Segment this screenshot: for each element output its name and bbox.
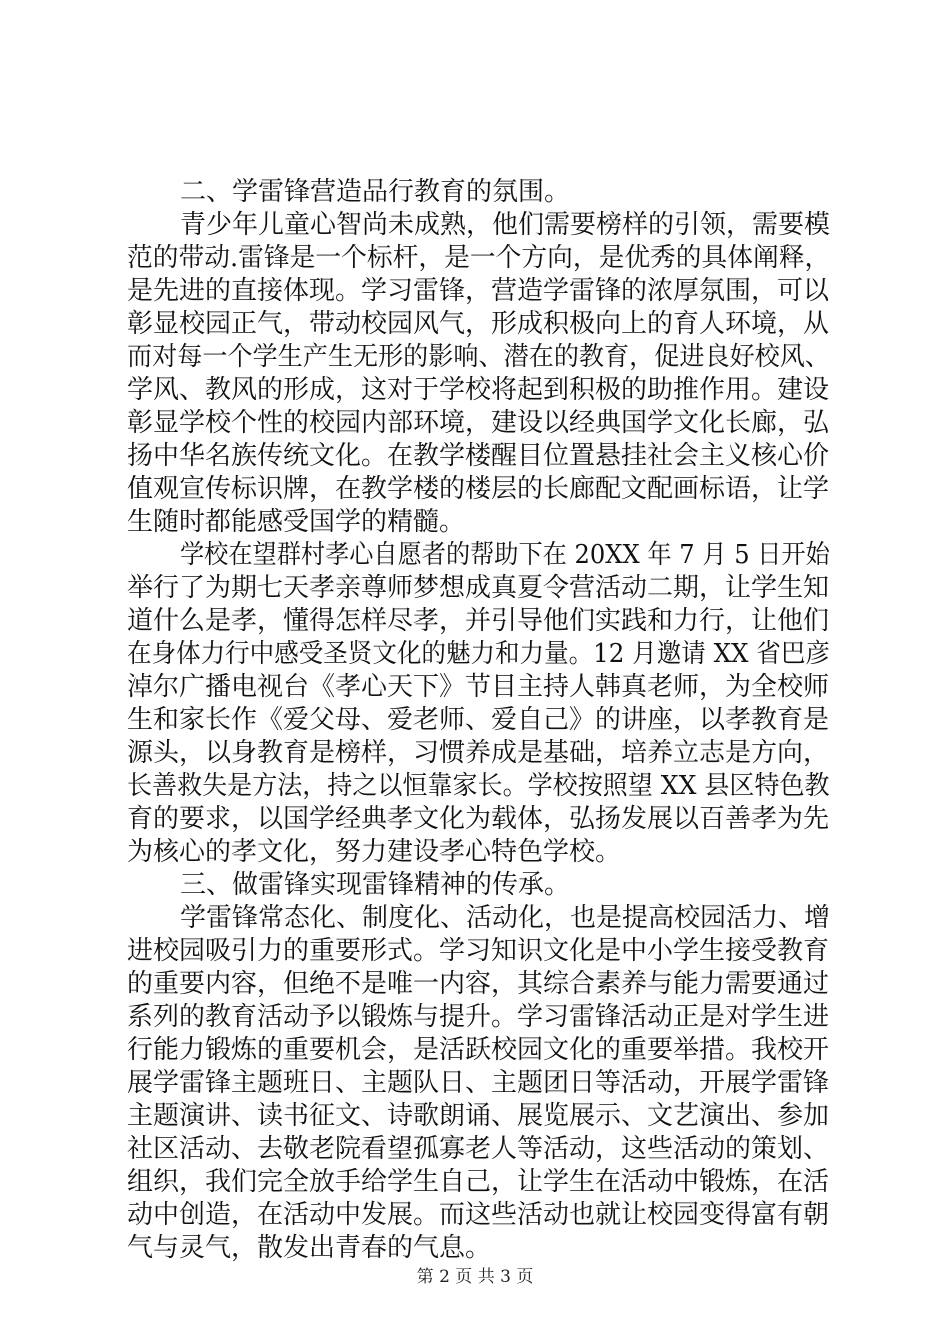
paragraph-line: 组织，我们完全放手给学生自己，让学生在活动中锻炼，在活 [127, 1167, 830, 1197]
page-number-footer: 第 2 页 共 3 页 [416, 1267, 534, 1287]
paragraph-line: 为核心的孝文化，努力建设孝心特色学校。 [127, 837, 622, 867]
paragraph-line: 举行了为期七天孝亲尊师梦想成真夏令营活动二期，让学生知 [127, 573, 830, 603]
paragraph-line: 源头，以身教育是榜样，习惯养成是基础，培养立志是方向， [127, 738, 830, 768]
paragraph-line: 范的带动.雷锋是一个标杆，是一个方向，是优秀的具体阐释， [127, 243, 831, 273]
paragraph-line: 主题演讲、读书征文、诗歌朗诵、展览展示、文艺演出、参加 [127, 1101, 830, 1131]
paragraph-line: 系列的教育活动予以锻炼与提升。学习雷锋活动正是对学生进 [127, 1002, 830, 1032]
paragraph-line: 学风、教风的形成，这对于学校将起到积极的助推作用。建设 [127, 375, 830, 405]
paragraph-line: 长善救失是方法，持之以恒靠家长。学校按照望 XX 县区特色教 [127, 771, 830, 801]
paragraph-line: 气与灵气，散发出青春的气息。 [127, 1233, 492, 1263]
paragraph-line: 行能力锻炼的重要机会，是活跃校园文化的重要举措。我校开 [127, 1035, 830, 1065]
paragraph-line: 社区活动、去敬老院看望孤寡老人等活动，这些活动的策划、 [127, 1134, 830, 1164]
paragraph-line: 进校园吸引力的重要形式。学习知识文化是中小学生接受教育 [127, 936, 830, 966]
paragraph-line: 在身体力行中感受圣贤文化的魅力和力量。12 月邀请 XX 省巴彦 [127, 639, 830, 669]
paragraph-line: 学校在望群村孝心自愿者的帮助下在 20XX 年 7 月 5 日开始 [180, 540, 830, 570]
paragraph-line: 道什么是孝，懂得怎样尽孝，并引导他们实践和力行，让他们 [127, 606, 830, 636]
paragraph-line: 是先进的直接体现。学习雷锋，营造学雷锋的浓厚氛围，可以 [127, 276, 830, 306]
heading-section-3: 三、做雷锋实现雷锋精神的传承。 [180, 870, 571, 900]
paragraph-line: 生随时都能感受国学的精髓。 [127, 507, 466, 537]
paragraph-line: 而对每一个学生产生无形的影响、潜在的教育，促进良好校风、 [127, 342, 831, 372]
paragraph-line: 值观宣传标识牌，在教学楼的楼层的长廊配文配画标语，让学 [127, 474, 830, 504]
paragraph-line: 学雷锋常态化、制度化、活动化，也是提高校园活力、增 [180, 903, 831, 933]
paragraph-line: 扬中华名族传统文化。在教学楼醒目位置悬挂社会主义核心价 [127, 441, 830, 471]
paragraph-line: 展学雷锋主题班日、主题队日、主题团日等活动，开展学雷锋 [127, 1068, 830, 1098]
paragraph-line: 育的要求，以国学经典孝文化为载体，弘扬发展以百善孝为先 [127, 804, 830, 834]
paragraph-line: 的重要内容，但绝不是唯一内容，其综合素养与能力需要通过 [127, 969, 830, 999]
paragraph-line: 淖尔广播电视台《孝心天下》节目主持人韩真老师，为全校师 [127, 672, 830, 702]
paragraph-line: 彰显校园正气，带动校园风气，形成积极向上的育人环境，从 [127, 309, 830, 339]
heading-section-2: 二、学雷锋营造品行教育的氛围。 [180, 177, 571, 207]
paragraph-line: 生和家长作《爱父母、爱老师、爱自己》的讲座，以孝教育是 [127, 705, 830, 735]
paragraph-line: 彰显学校个性的校园内部环境，建设以经典国学文化长廊，弘 [127, 408, 830, 438]
paragraph-line: 青少年儿童心智尚未成熟，他们需要榜样的引领，需要模 [180, 210, 831, 240]
paragraph-line: 动中创造，在活动中发展。而这些活动也就让校园变得富有朝 [127, 1200, 830, 1230]
